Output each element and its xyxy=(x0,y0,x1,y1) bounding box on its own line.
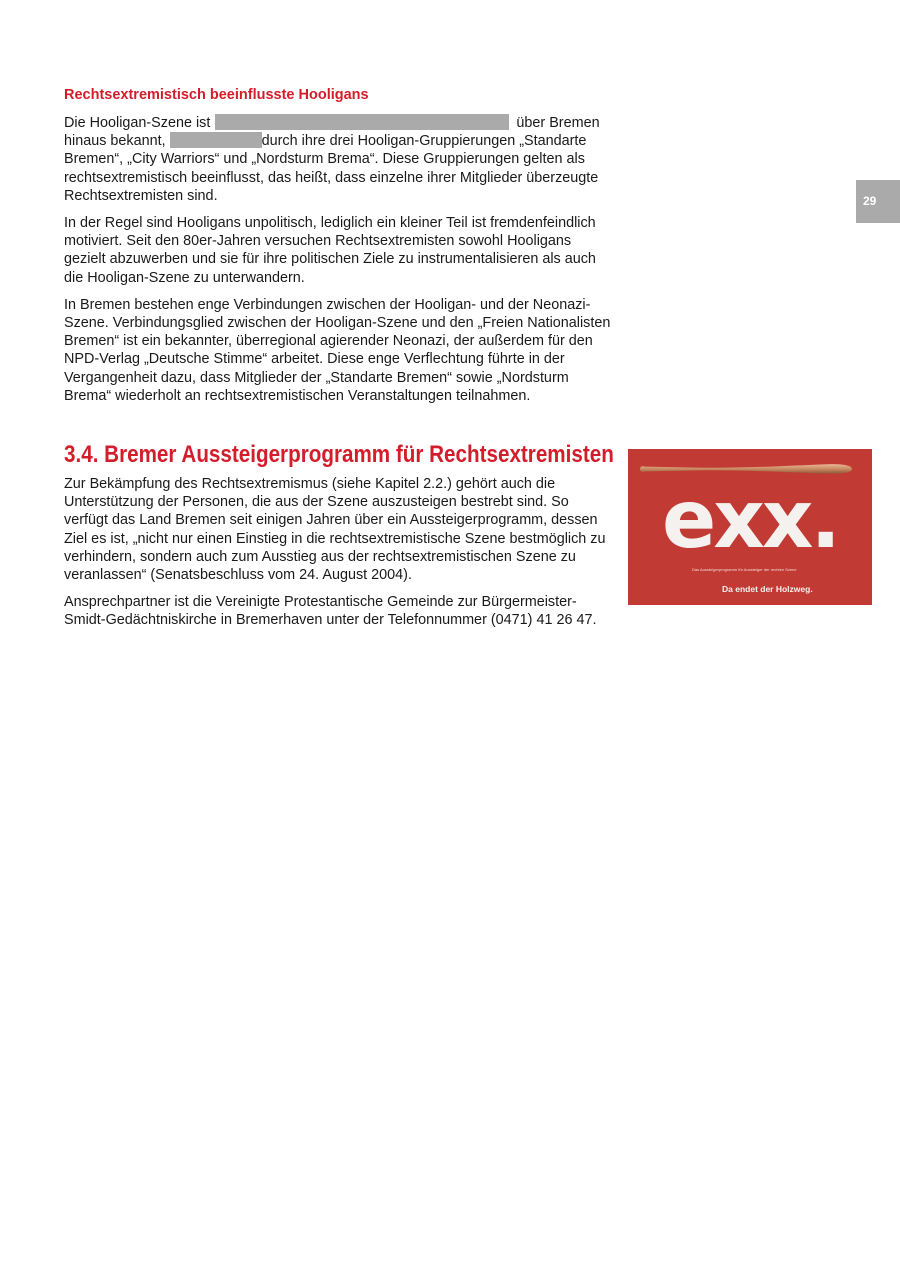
paragraph-exit-program: Zur Bekämpfung des Rechtsextremismus (siehe Kapitel 2.2.) gehört auch die Unterstützung der Personen, die aus der Szene auszusteigen bestrebt sind. So verfügt das Land Bremen seit einigen Jahren über ein Aussteigerprogramm, dessen Ziel es ist, „nicht nur einen Einstieg in die rechtsextremistische Szene bestmöglich zu verhindern, sondern auch zum Ausstieg aus der rechtsextremistischen Szene zu veranlassen“ (Senatsbeschluss vom 24. August 2004). xyxy=(64,476,606,584)
main-content xyxy=(64,86,612,639)
exx-logo: exx. xyxy=(662,473,838,566)
paragraph-text: durch ihre drei Hooligan-Gruppierungen „Standarte Bremen“, „City Warriors“ und „Nordsturm Brema“. Diese Gruppierungen gelten als rechtsextremistisch beeinflusst, das heißt, dass einzelne ihrer Mitglieder überzeugte Rechtsextremisten sind. xyxy=(64,133,599,204)
section-heading: 3.4. Bremer Aussteigerprogramm für Rechtsextremisten xyxy=(64,441,614,469)
subheading: Rechtsextremistisch beeinflusste Hooligans xyxy=(64,87,369,103)
page-number: 29 xyxy=(856,180,900,223)
paragraph-contact: Ansprechpartner ist die Vereinigte Protestantische Gemeinde zur Bürgermeister-Smidt-Gedächtniskirche in Bremerhaven unter der Telefonnummer (0471) 41 26 47. xyxy=(64,594,597,629)
exx-ad-image xyxy=(628,449,872,605)
paragraph-connections: In Bremen bestehen enge Verbindungen zwischen der Hooligan- und der Neonazi-Szene. Verbindungsglied zwischen der Hooligan-Szene und den „Freien Nationalisten Bremen“ ist ein bekannter, überregional agierender Neonazi, der außerdem für den NPD-Verlag „Deutsche Stimme“ arbeitet. Diese enge Verflechtung führte in der Vergangenheit dazu, dass Mitglieder der „Standarte Bremen“ sowie „Nordsturm Brema“ wiederholt an rechtsextremistischen Veranstaltungen teilnahmen. xyxy=(64,296,611,404)
redaction-block xyxy=(215,114,509,130)
paragraph-text: über Bremen hinaus bekannt, xyxy=(64,115,600,150)
paragraph-hooligan-scene xyxy=(64,114,612,205)
redaction-block xyxy=(170,132,262,148)
ad-slogan: Da endet der Holzweg. xyxy=(722,584,813,594)
ad-tagline: Das Aussteigerprogramm für Aussteiger der rechten Szene xyxy=(692,567,797,572)
paragraph-text: Die Hooligan-Szene ist xyxy=(64,115,211,131)
paragraph-hooligans-unpolitical: In der Regel sind Hooligans unpolitisch, lediglich ein kleiner Teil ist fremdenfeindlich motiviert. Seit den 80er-Jahren versuchen Rechtsextremisten sowohl Hooligans gezielt abzuwerben und sie für ihre politischen Ziele zu instrumentalisieren als auch die Hooligan-Szene zu unterwandern. xyxy=(64,215,596,286)
